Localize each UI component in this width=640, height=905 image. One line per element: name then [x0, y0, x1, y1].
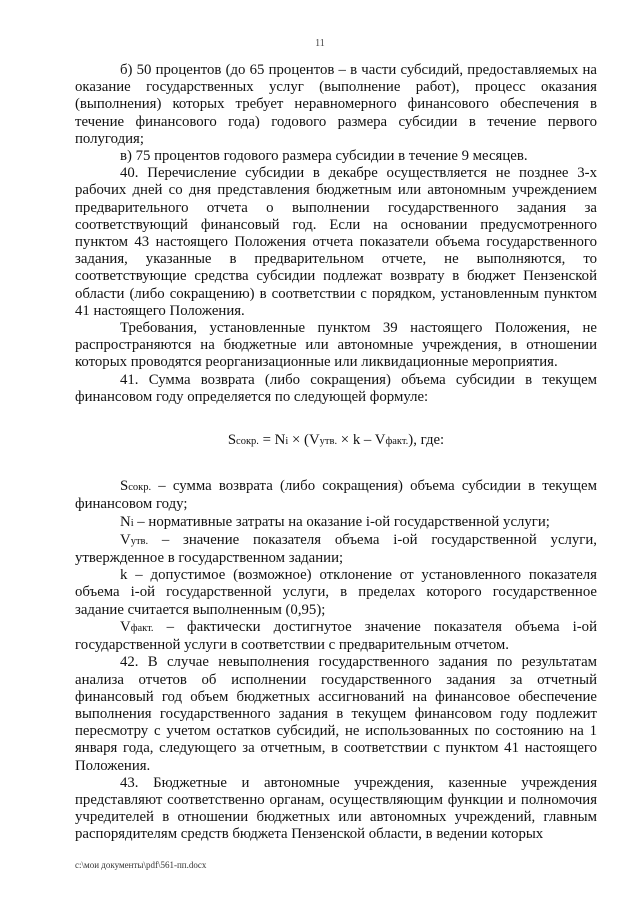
definition [75, 567, 597, 619]
paragraph: в) 75 процентов годового размера субсидии в течение 9 месяцев. [120, 148, 528, 165]
def-symbol: S [120, 478, 129, 495]
paragraph: Требования, установленные пунктом 39 настоящего Положения, не распространяются на бюджетные или автономные учреждения, в отношении которых проводятся реорганизационные или ликвидационные мероприятия. [75, 320, 597, 371]
formula-times2: × k – V [337, 432, 386, 449]
formula-times1: × (V [288, 432, 320, 449]
paragraph: б) 50 процентов (до 65 процентов – в части субсидий, предоставляемых на оказание государственных услуг (выполнение работ), процесс оказания (выполнения) которых требует неравномерного финансового обеспечения в течение финансового года) годового размера субсидии в течение первого полугодия; [75, 62, 597, 147]
page-number: 11 [315, 38, 325, 49]
def-symbol: V [120, 618, 131, 635]
paragraph: 41. Сумма возврата (либо сокращения) объема субсидии в текущем финансовом году определяется по следующей формуле: [75, 371, 597, 405]
def-subscript: сокр. [128, 482, 152, 494]
def-subscript: утв. [130, 535, 149, 547]
document-body [75, 62, 597, 844]
formula-v1-sub: утв. [319, 436, 338, 448]
def-symbol: N [120, 513, 131, 530]
paragraph: 40. Перечисление субсидии в декабре осуществляется не позднее 3-х рабочих дней со дня представления бюджетным или автономным учреждением предварительного отчета о выполнении государственного задания за соответствующий финансовый год. Если на основании предусмотренного пунктом 43 настоящего Положения отчета показатели объема государственного задания, указанные в предварительном отчете, не выполняются, то соответствующие средства субсидии подлежат возврату в бюджет Пензенской области (либо сокращению) в соответствии с порядком, установленным пунктом 41 настоящего Положения. [75, 165, 597, 319]
formula [75, 432, 597, 450]
def-symbol: V [120, 531, 131, 548]
definition [75, 619, 597, 654]
def-text: k – допустимое (возможное) отклонение от установленного показателя объема i-ой государственной услуги, в пределах которого государственное задание считается выполненным (0,95); [75, 567, 597, 618]
def-text: – значение показателя объема i-ой государственной услуги, утвержденное в государственном задании; [75, 531, 597, 567]
formula-eq: = N [258, 432, 286, 449]
def-subscript: факт. [130, 622, 154, 634]
def-text: – сумма возврата (либо сокращения) объема субсидии в текущем финансовом году; [75, 478, 597, 513]
paragraph: 42. В случае невыполнения государственного задания по результатам анализа отчетов об исполнении государственного задания за отчетный финансовый год объем бюджетных ассигнований на финансовое обеспечение выполнения государственного задания в текущем финансовом году подлежит пересмотру с учетом остатков субсидий, не использованных по состоянию на 1 января года, следующего за отчетным, в соответствии с пунктом 41 настоящего Положения. [75, 654, 597, 774]
def-text: – фактически достигнутое значение показателя объема i-ой государственной услуги в соответствии с предварительным отчетом. [75, 618, 597, 654]
formula-s-sub: сокр. [236, 436, 259, 448]
formula-tail: ), где: [408, 432, 445, 449]
definition [75, 478, 597, 513]
formula-s: S [227, 432, 237, 449]
def-subscript: i [130, 517, 134, 529]
paragraph: 43. Бюджетные и автономные учреждения, казенные учреждения представляют соответственно органам, осуществляющим функции и полномочия учредителей в отношении бюджетных или автономных учреждений, главным распорядителям средств бюджета Пензенской области, в ведении которых [75, 774, 597, 843]
definition [75, 514, 597, 532]
def-text: – нормативные затраты на оказание i-ой государственной услуги; [133, 513, 550, 530]
definition [75, 532, 597, 567]
formula-n-sub: i [285, 436, 289, 448]
formula-v2-sub: факт. [385, 436, 409, 448]
footer-file-path: c:\мои документы\pdf\561-пп.docx [75, 860, 207, 870]
